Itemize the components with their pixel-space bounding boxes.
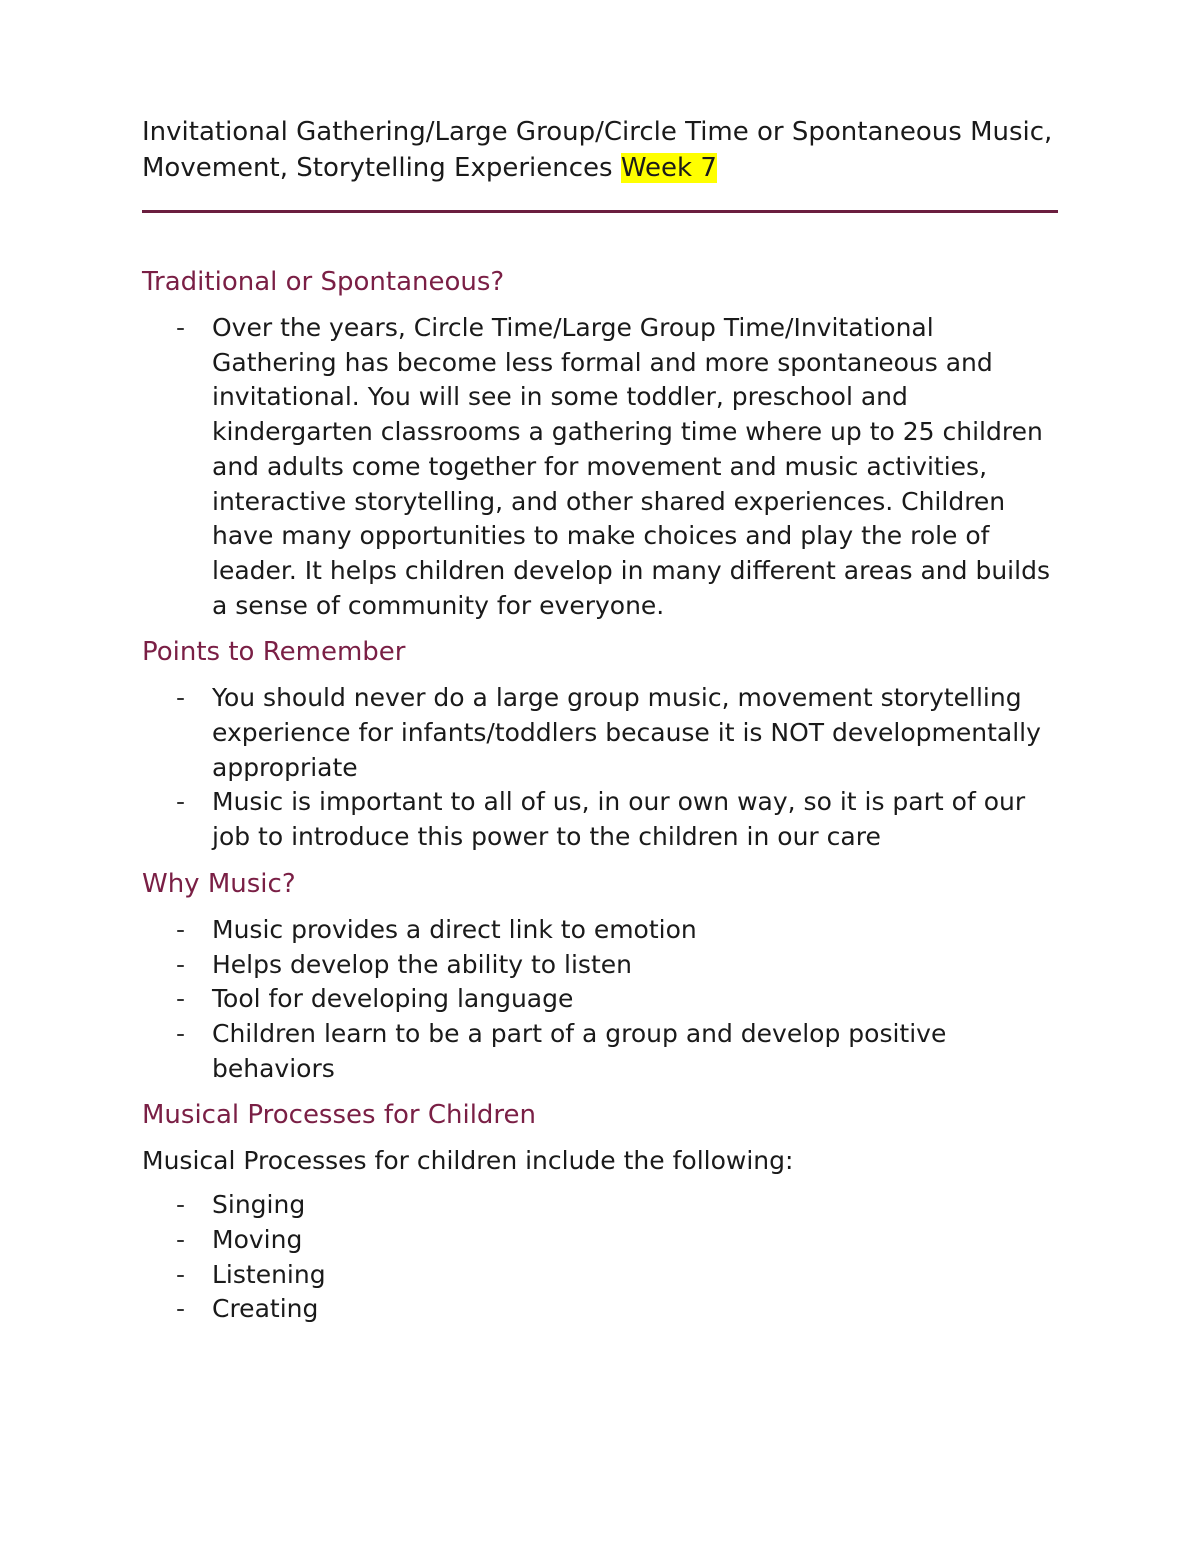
- list-item: [142, 311, 1058, 623]
- list-item: [142, 1017, 1058, 1086]
- list-item-text: Singing: [212, 1190, 306, 1220]
- list-item-text: Creating: [212, 1294, 319, 1324]
- list-item: [142, 785, 1058, 854]
- section-heading: Why Music?: [142, 868, 296, 899]
- dash-bullet-icon: -: [176, 1018, 186, 1048]
- list-item: [142, 1223, 1058, 1258]
- document-title: [142, 114, 1058, 186]
- section-why-music: [142, 867, 1058, 1087]
- section-traditional: [142, 265, 1058, 623]
- section-musical-processes: [142, 1098, 1058, 1327]
- list-item: [142, 1258, 1058, 1293]
- dash-bullet-icon: -: [176, 313, 186, 342]
- list-item-text: Moving: [212, 1225, 303, 1255]
- list-item-text: Music is important to all of us, in our own way, so it is part of our job to introduce this power to the children in our care: [212, 787, 1026, 852]
- dash-bullet-icon: -: [176, 787, 186, 817]
- list-item-text: Helps develop the ability to listen: [212, 949, 632, 979]
- title-divider: [142, 210, 1058, 213]
- bullet-list: [142, 681, 1058, 855]
- bullet-list: [142, 1188, 1058, 1327]
- dash-bullet-icon: -: [176, 949, 186, 979]
- section-points-to-remember: [142, 635, 1058, 855]
- dash-bullet-icon: -: [176, 1259, 186, 1289]
- list-item-text: Music provides a direct link to emotion: [212, 914, 697, 944]
- list-item-text: You should never do a large group music, movement storytelling experience for infants/toddlers because it is NOT developmentally appropriate: [212, 683, 1041, 782]
- title-highlight-week: Week 7: [620, 153, 717, 183]
- list-item: [142, 1292, 1058, 1327]
- bullet-list: [142, 311, 1058, 623]
- list-item-text: Over the years, Circle Time/Large Group Time/Invitational Gathering has become less formal and more spontaneous and invitational. You will see in some toddler, preschool and kindergarten classrooms a gathering time where up to 25 children and adults come together for movement and music activities, interactive storytelling, and other shared experiences. Children have many opportunities to make choices and play the role of leader. It helps children develop in many different areas and builds a sense of community for everyone.: [212, 313, 1050, 620]
- dash-bullet-icon: -: [176, 984, 186, 1014]
- list-item-text: Children learn to be a part of a group and develop positive behaviors: [212, 1018, 947, 1083]
- list-item-text: Tool for developing language: [212, 984, 574, 1014]
- list-item: [142, 681, 1058, 785]
- dash-bullet-icon: -: [176, 1225, 186, 1255]
- document-page: [142, 114, 1058, 1337]
- bullet-list: [142, 913, 1058, 1087]
- section-heading: Traditional or Spontaneous?: [142, 267, 505, 297]
- dash-bullet-icon: -: [176, 914, 186, 944]
- list-item: [142, 982, 1058, 1017]
- dash-bullet-icon: -: [176, 1190, 186, 1220]
- title-text: Invitational Gathering/Large Group/Circle Time or Spontaneous Music, Movement, Storytelling Experiences: [142, 117, 1053, 183]
- list-item: [142, 948, 1058, 983]
- list-item: [142, 913, 1058, 948]
- list-item-text: Listening: [212, 1259, 326, 1289]
- list-item: [142, 1188, 1058, 1223]
- dash-bullet-icon: -: [176, 683, 186, 713]
- dash-bullet-icon: -: [176, 1294, 186, 1324]
- section-heading: Points to Remember: [142, 637, 406, 668]
- section-heading: Musical Processes for Children: [142, 1100, 537, 1131]
- section-intro: Musical Processes for children include the following:: [142, 1146, 794, 1176]
